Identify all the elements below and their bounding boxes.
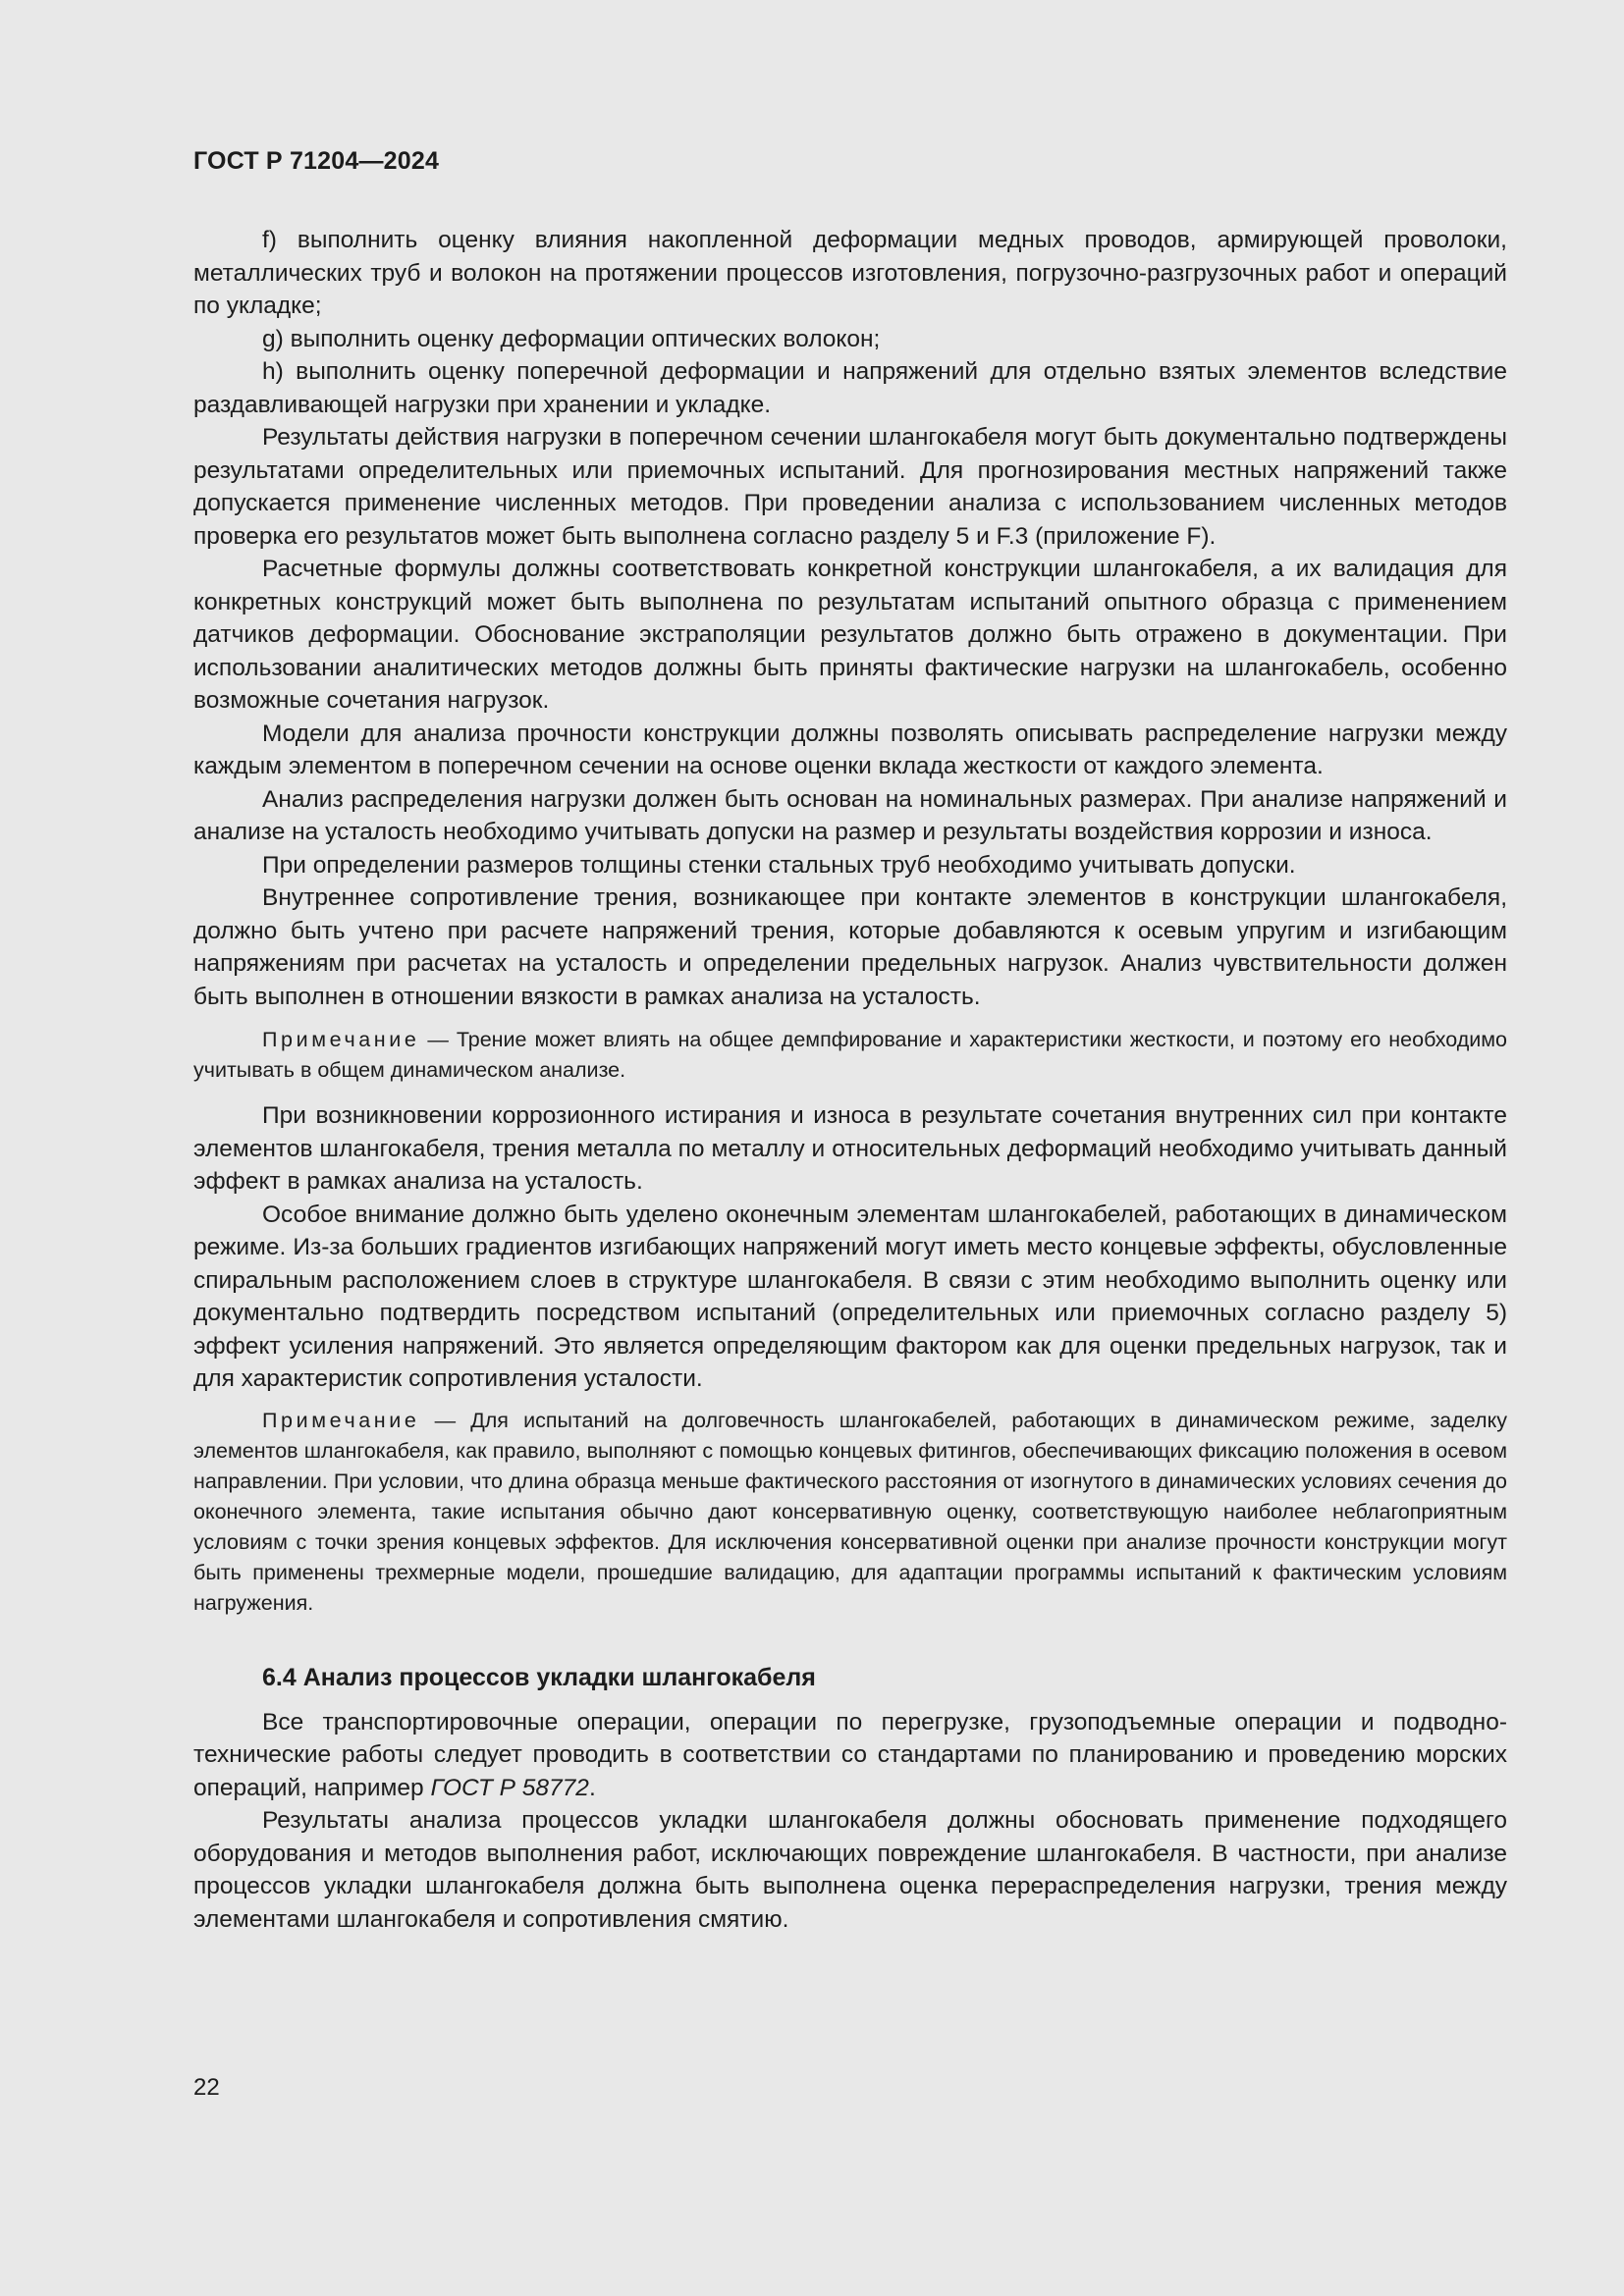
section-title-6-4: 6.4 Анализ процессов укладки шлангокабеля <box>262 1663 816 1691</box>
note-label: Примечание <box>262 1028 420 1051</box>
list-item-h: h) выполнить оценку поперечной деформации и напряжений для отдельно взятых элементов вследствие раздавливающей нагрузки при хранении и укладке. <box>193 358 1507 418</box>
list-item-f: f) выполнить оценку влияния накопленной деформации медных проводов, армирующей проволоки, металлических труб и волокон на протяжении процессов изготовления, погрузочно-разгрузочных работ и операций по укладке; <box>193 227 1507 319</box>
paragraph-end: . <box>588 1774 596 1801</box>
paragraph-strength-models: Модели для анализа прочности конструкции должны позволять описывать распределение нагрузки между каждым элементом в поперечном сечении на основе оценки вклада жесткости от каждого элемента. <box>193 720 1507 779</box>
note-durability-tests <box>193 1406 1507 1619</box>
list-item-g: g) выполнить оценку деформации оптических волокон; <box>262 325 881 352</box>
note-friction <box>193 1025 1507 1086</box>
note-label: Примечание <box>262 1408 420 1432</box>
note-text: — Для испытаний на долговечность шлангокабелей, работающих в динамическом режиме, заделку элементов шлангокабеля, как правило, выполняют с помощью концевых фитингов, обеспечивающих фиксацию положения в осевом направлении. При условии, что длина образца меньше фактического расстояния от изогнутого в динамических условиях сечения до оконечного элемента, такие испытания обычно дают консервативную оценку, соответствующую наиболее неблагоприятным условиям с точки зрения концевых эффектов. Для исключения консервативной оценки при анализе прочности конструкции могут быть применены трехмерные модели, прошедшие валидацию, для адаптации программы испытаний к фактическим условиям нагружения. <box>193 1408 1507 1615</box>
paragraph-internal-friction: Внутреннее сопротивление трения, возникающее при контакте элементов в конструкции шлангокабеля, должно быть учтено при расчете напряжений трения, которые добавляются к осевым упругим и изгибающим напряжениям при расчетах на усталость и определении предельных нагрузок. Анализ чувствительности должен быть выполнен в отношении вязкости в рамках анализа на усталость. <box>193 884 1507 1010</box>
note-text: — Трение может влиять на общее демпфирование и характеристики жесткости, и поэтому его необходимо учитывать в общем динамическом анализе. <box>193 1028 1507 1082</box>
paragraph-load-results: Результаты действия нагрузки в поперечном сечении шлангокабеля могут быть документально подтверждены результатами определительных или приемочных испытаний. Для прогнозирования местных напряжений также допускается применение численных методов. При проведении анализа с использованием численных методов проверка его результатов может быть выполнена согласно разделу 5 и F.3 (приложение F). <box>193 424 1507 550</box>
paragraph-wall-thickness: При определении размеров толщины стенки стальных труб необходимо учитывать допуски. <box>262 851 1296 879</box>
paragraph-load-distribution: Анализ распределения нагрузки должен быть основан на номинальных размерах. При анализе напряжений и анализе на усталость необходимо учитывать допуски на размер и результаты воздействия коррозии и износа. <box>193 785 1507 845</box>
page-number: 22 <box>193 2074 220 2101</box>
document-body <box>193 224 1507 1936</box>
paragraph-laying-analysis: Результаты анализа процессов укладки шлангокабеля должны обосновать применение подходящего оборудования и методов выполнения работ, исключающих повреждение шлангокабеля. В частности, при анализе процессов укладки шлангокабеля должна быть выполнена оценка перераспределения нагрузки, трения между элементами шлангокабеля и сопротивления смятию. <box>193 1807 1507 1933</box>
document-code-header: ГОСТ Р 71204—2024 <box>193 147 440 175</box>
paragraph-end-elements: Особое внимание должно быть уделено оконечным элементам шлангокабелей, работающих в динамическом режиме. Из-за больших градиентов изгибающих напряжений могут иметь место концевые эффекты, обусловленные спиральным расположением слоев в структуре шлангокабеля. В связи с этим необходимо выполнить оценку или документально подтвердить посредством испытаний (определительных или приемочных согласно разделу 5) эффект усиления напряжений. Это является определяющим фактором как для оценки предельных нагрузок, так и для характеристик сопротивления усталости. <box>193 1201 1507 1392</box>
paragraph-calculation-formulas: Расчетные формулы должны соответствовать конкретной конструкции шлангокабеля, а их валидация для конкретных конструкций может быть выполнена по результатам испытаний опытного образца с применением датчиков деформации. Обоснование экстраполяции результатов должно быть отражено в документации. При использовании аналитических методов должны быть приняты фактические нагрузки на шлангокабель, особенно возможные сочетания нагрузок. <box>193 556 1507 714</box>
standard-reference: ГОСТ Р 58772 <box>430 1774 589 1801</box>
paragraph-fretting-corrosion: При возникновении коррозионного истирания и износа в результате сочетания внутренних сил при контакте элементов шлангокабеля, трения металла по металлу и относительных деформаций необходимо учитывать данный эффект в рамках анализа на усталость. <box>193 1102 1507 1195</box>
paragraph-transport-operations <box>193 1706 1507 1805</box>
paragraph-text: Все транспортировочные операции, операции по перегрузке, грузоподъемные операции и подводно-технические работы следует проводить в соответствии со стандартами по планированию и проведению морских операций, например <box>193 1708 1507 1801</box>
